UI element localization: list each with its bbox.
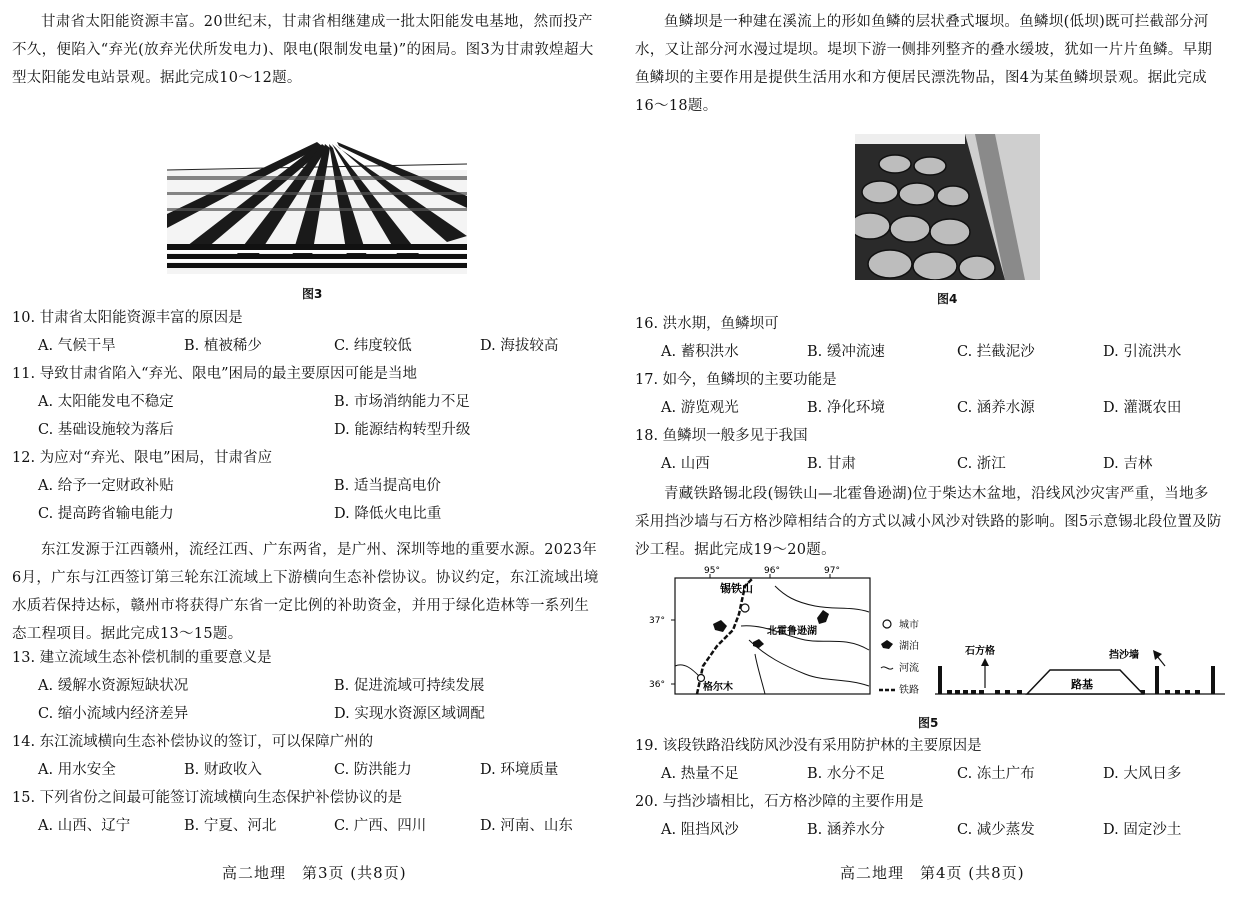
label-xitieshan: 锡铁山	[720, 582, 753, 595]
legend-river: 河流	[899, 663, 919, 674]
intro-paragraph-10-12: 甘肃省太阳能资源丰富。20世纪末，甘肃省相继建成一批太阳能发电基地，然而投产不久，便陷入“弃光(放弃光伏所发电力)、限电(限制发电量)”的困局。图3为甘肃敦煌超大型太阳能发电站景观。据此完成10～12题。	[12, 14, 594, 86]
options-row	[12, 388, 612, 416]
option-B[interactable]: B. 宁夏、河北	[184, 818, 277, 834]
options-row	[12, 756, 612, 784]
option-B[interactable]: B. 财政收入	[184, 762, 262, 778]
option-A[interactable]: A. 用水安全	[38, 762, 116, 778]
option-C[interactable]: C. 浙江	[957, 456, 1006, 472]
lat-36: 36°	[649, 680, 665, 690]
option-A[interactable]: A. 给予一定财政补贴	[38, 478, 174, 494]
option-B[interactable]: B. 水分不足	[807, 766, 885, 782]
question-stem: 16. 洪水期，鱼鳞坝可	[635, 316, 779, 332]
options-row	[635, 450, 1235, 478]
option-D[interactable]: D. 能源结构转型升级	[334, 422, 471, 438]
option-B[interactable]: B. 市场消纳能力不足	[334, 394, 470, 410]
option-C[interactable]: C. 纬度较低	[334, 338, 412, 354]
options-row	[635, 816, 1235, 844]
option-B[interactable]: B. 净化环境	[807, 400, 885, 416]
label-sand-wall: 挡沙墙	[1109, 650, 1139, 661]
option-B[interactable]: B. 植被稀少	[184, 338, 262, 354]
city-xitieshan-marker	[741, 604, 749, 612]
city-geermu-marker	[698, 675, 705, 682]
question-stem: 17. 如今，鱼鳞坝的主要功能是	[635, 372, 837, 388]
legend-river-symbol	[881, 667, 893, 669]
option-C[interactable]: C. 防洪能力	[334, 762, 412, 778]
option-A[interactable]: A. 热量不足	[661, 766, 739, 782]
fish-scale-dam-illustration	[855, 134, 1040, 280]
option-C[interactable]: C. 拦截泥沙	[957, 344, 1035, 360]
legend-city-symbol	[883, 620, 891, 628]
questions-16-18	[635, 310, 1235, 478]
question-stem: 15. 下列省份之间最可能签订流域横向生态保护补偿协议的是	[12, 790, 403, 806]
question-stem: 19. 该段铁路沿线防风沙没有采用防护林的主要原因是	[635, 738, 982, 754]
option-B[interactable]: B. 缓冲流速	[807, 344, 885, 360]
option-D[interactable]: D. 海拔较高	[480, 338, 559, 354]
question-stem: 11. 导致甘肃省陷入“弃光、限电”困局的最主要原因可能是当地	[12, 366, 417, 382]
questions-19-20	[635, 732, 1235, 844]
intro-paragraph-13-15: 东江发源于江西赣州，流经江西、广东两省，是广州、深圳等地的重要水源。2023年6月，广东与江西签订第三轮东江流域上下游横向生态补偿协议。协议约定，东江流域出境水质若保持达标，赣州市将获得广东省一定比例的补助资金，并用于绿化造林等一系列生态工程项目。据此完成13～15题。	[12, 542, 599, 642]
figure-3-caption: 图3	[302, 287, 323, 301]
questions-13-15	[12, 644, 612, 840]
option-D[interactable]: D. 固定沙土	[1103, 822, 1182, 838]
option-D[interactable]: D. 灌溉农田	[1103, 400, 1182, 416]
option-B[interactable]: B. 涵养水分	[807, 822, 885, 838]
options-row	[12, 812, 612, 840]
legend-city: 城市	[899, 620, 919, 631]
legend-railway: 铁路	[899, 685, 919, 696]
figure-5-caption: 图5	[918, 716, 939, 730]
options-row	[12, 672, 612, 700]
option-A[interactable]: A. 太阳能发电不稳定	[38, 394, 174, 410]
option-D[interactable]: D. 河南、山东	[480, 818, 573, 834]
option-B[interactable]: B. 适当提高电价	[334, 478, 441, 494]
option-A[interactable]: A. 山西、辽宁	[38, 818, 131, 834]
label-geermu: 格尔木	[703, 682, 733, 693]
option-A[interactable]: A. 山西	[661, 456, 710, 472]
option-A[interactable]: A. 缓解水资源短缺状况	[38, 678, 189, 694]
question-stem: 14. 东江流域横向生态补偿协议的签订，可以保障广州的	[12, 734, 374, 750]
options-row	[12, 332, 612, 360]
solar-plant-illustration	[167, 136, 467, 274]
option-B[interactable]: B. 促进流域可持续发展	[334, 678, 485, 694]
label-lake: 北霍鲁逊湖	[767, 626, 817, 637]
lon-95: 95°	[704, 566, 720, 576]
options-row	[12, 700, 612, 728]
option-C[interactable]: C. 减少蒸发	[957, 822, 1035, 838]
option-D[interactable]: D. 引流洪水	[1103, 344, 1182, 360]
option-A[interactable]: A. 蓄积洪水	[661, 344, 739, 360]
legend-lake-symbol	[881, 640, 893, 649]
intro-paragraph-16-18: 鱼鳞坝是一种建在溪流上的形如鱼鳞的层状叠式堰坝。鱼鳞坝(低坝)既可拦截部分河水，又让部分河水漫过堤坝。堤坝下游一侧排列整齐的叠水缓坡，犹如一片片鱼鳞。早期鱼鳞坝的主要作用是提供生活用水和方便居民漂洗物品，图4为某鱼鳞坝景观。据此完成16～18题。	[635, 14, 1213, 114]
option-A[interactable]: A. 阻挡风沙	[661, 822, 739, 838]
figure-5-svg	[645, 566, 1235, 716]
lon-96: 96°	[764, 566, 780, 576]
figure-3-solar-plant-photo	[167, 136, 467, 274]
label-stone-grid: 石方格	[965, 646, 995, 657]
figure-4-fish-scale-dam-photo	[855, 134, 1040, 280]
question-stem: 13. 建立流域生态补偿机制的重要意义是	[12, 650, 272, 666]
options-row	[635, 338, 1235, 366]
option-C[interactable]: C. 冻土广布	[957, 766, 1035, 782]
page-footer-3: 高二地理 第3页 (共8页)	[222, 864, 407, 882]
figure-5-map-and-section	[645, 566, 1235, 716]
option-B[interactable]: B. 甘肃	[807, 456, 856, 472]
label-roadbed: 路基	[1071, 678, 1093, 691]
question-stem: 18. 鱼鳞坝一般多见于我国	[635, 428, 808, 444]
figure-4-caption: 图4	[937, 292, 958, 306]
option-C[interactable]: C. 广西、四川	[334, 818, 427, 834]
lat-37: 37°	[649, 616, 665, 626]
option-C[interactable]: C. 基础设施较为落后	[38, 422, 174, 438]
options-row	[635, 760, 1235, 788]
options-row	[12, 472, 612, 500]
railway-line	[697, 578, 753, 694]
option-D[interactable]: D. 降低火电比重	[334, 506, 442, 522]
lon-97: 97°	[824, 566, 840, 576]
option-A[interactable]: A. 游览观光	[661, 400, 739, 416]
page-footer-4: 高二地理 第4页 (共8页)	[840, 864, 1025, 882]
question-stem: 10. 甘肃省太阳能资源丰富的原因是	[12, 310, 243, 326]
intro-paragraph-19-20: 青藏铁路锡北段(锡铁山—北霍鲁逊湖)位于柴达木盆地，沿线风沙灾害严重，当地多采用挡沙墙与石方格沙障相结合的方式以减小风沙对铁路的影响。图5示意锡北段位置及防沙工程。据此完成19～20题。	[635, 486, 1222, 558]
options-row	[12, 416, 612, 444]
option-C[interactable]: C. 缩小流域内经济差异	[38, 706, 189, 722]
option-C[interactable]: C. 涵养水源	[957, 400, 1035, 416]
option-C[interactable]: C. 提高跨省输电能力	[38, 506, 174, 522]
option-D[interactable]: D. 实现水资源区域调配	[334, 706, 485, 722]
questions-10-12	[12, 304, 612, 528]
option-D[interactable]: D. 环境质量	[480, 762, 559, 778]
option-A[interactable]: A. 气候干旱	[38, 338, 116, 354]
question-stem: 12. 为应对“弃光、限电”困局，甘肃省应	[12, 450, 272, 466]
options-row	[635, 394, 1235, 422]
option-D[interactable]: D. 大风日多	[1103, 766, 1182, 782]
question-stem: 20. 与挡沙墙相比，石方格沙障的主要作用是	[635, 794, 924, 810]
option-D[interactable]: D. 吉林	[1103, 456, 1153, 472]
legend-lake: 湖泊	[899, 641, 919, 652]
options-row	[12, 500, 612, 528]
